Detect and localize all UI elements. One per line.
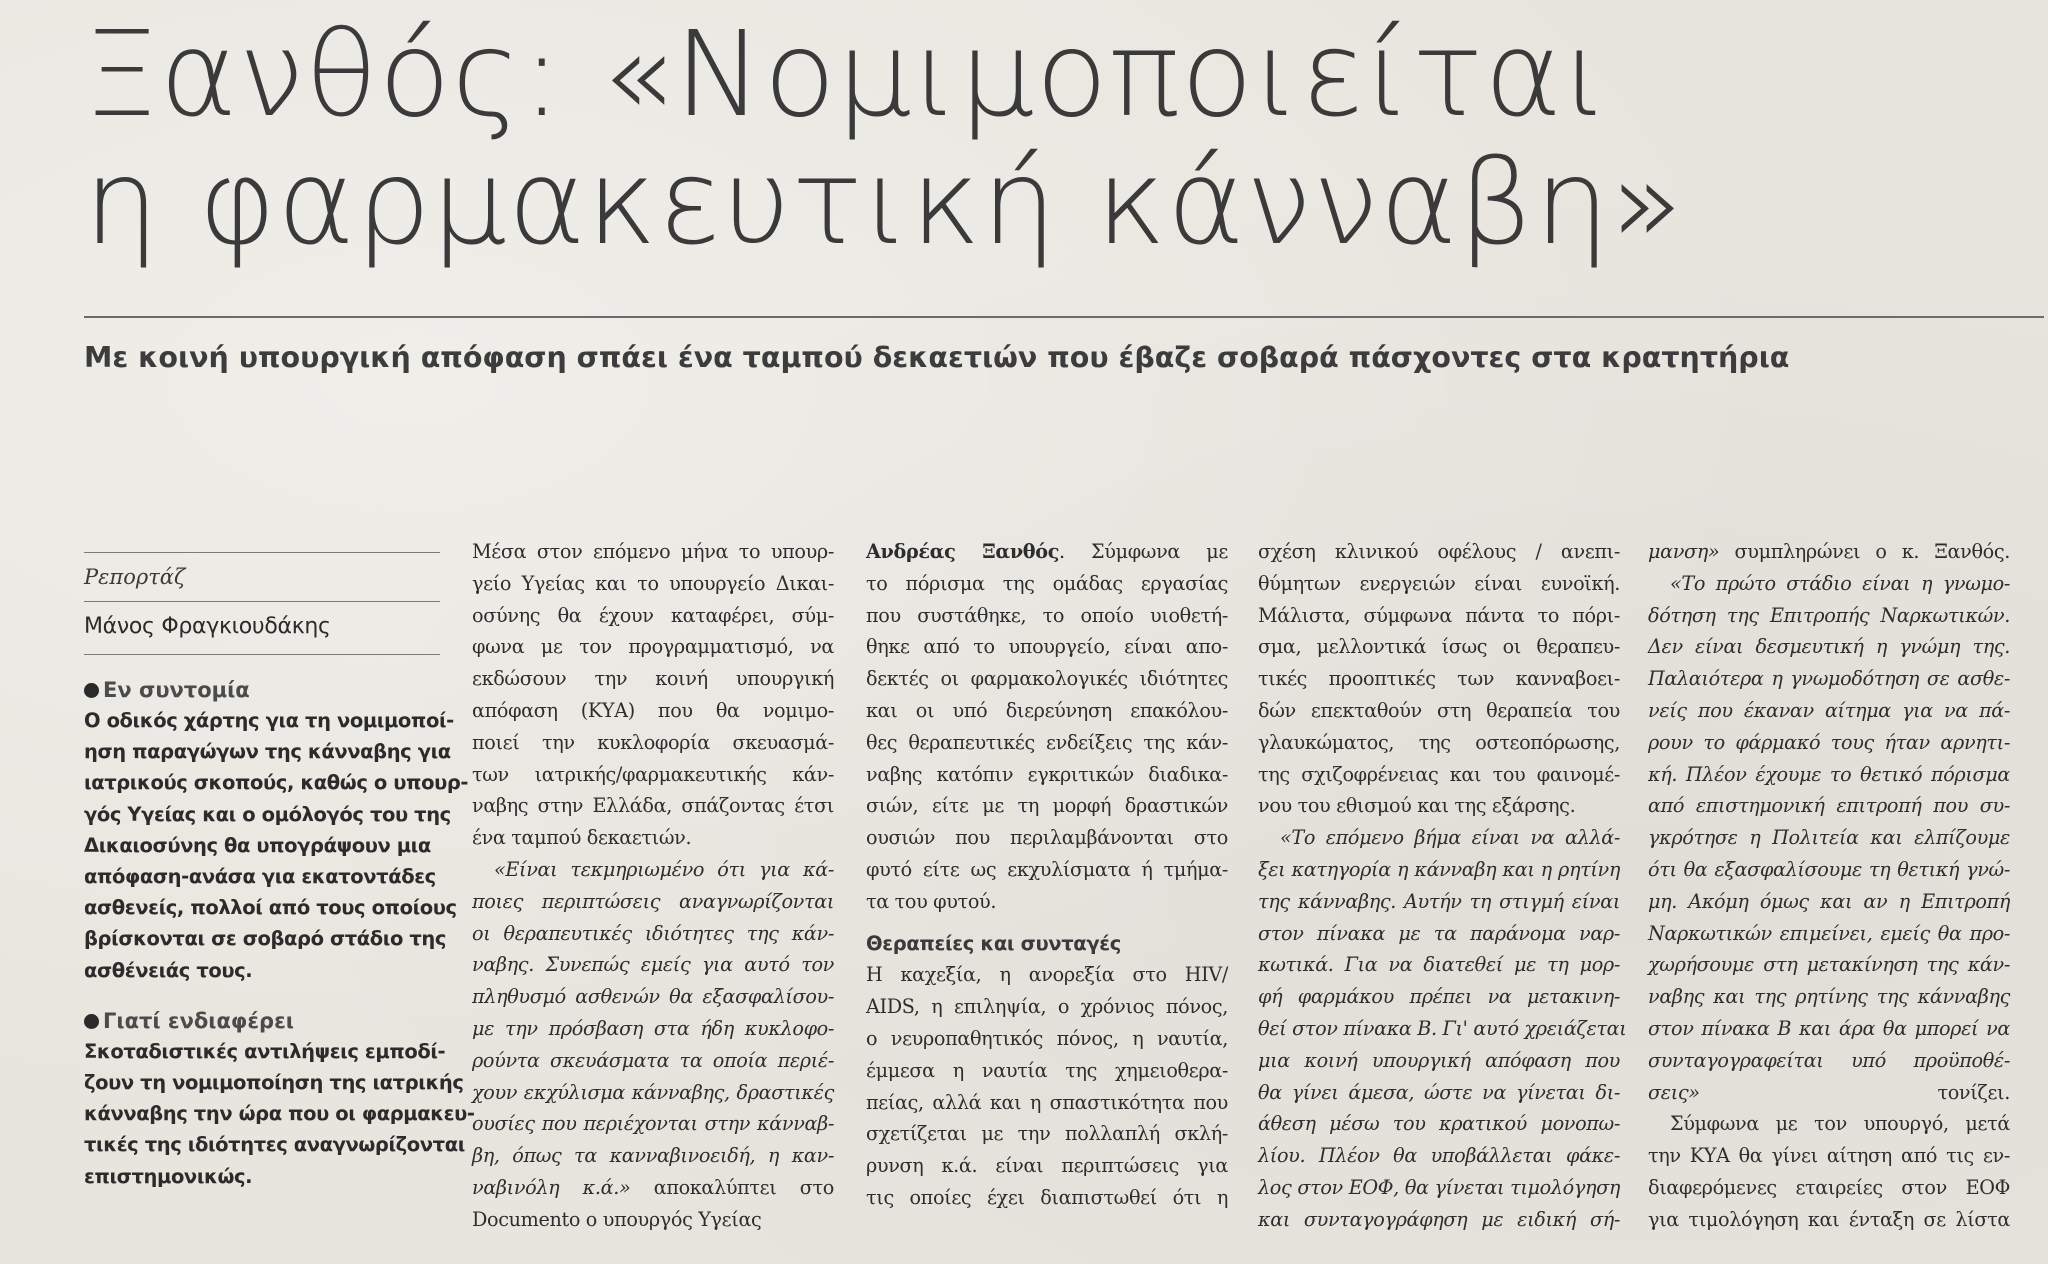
text-line: [1648, 536, 2010, 568]
text-line: «Το πρώτο στάδιο είναι η γνωμο-: [1670, 571, 2010, 595]
text-line: [866, 536, 1228, 568]
summary-box-text: [84, 705, 469, 986]
headline-divider: [84, 316, 2044, 318]
text-line: πείας, αλλά και η σπαστικότητα που: [866, 1090, 1228, 1114]
text-run: . Σύμφωνα με: [1059, 540, 1228, 563]
paragraph: [1648, 1108, 2010, 1235]
text-line: ναβης κατόπιν εγκριτικών διαδικα-: [866, 762, 1228, 786]
text-line: ναβης. Συνεπώς εμείς για αυτό τον: [472, 953, 834, 977]
text-line: ότι θα εξασφαλίσουμε τη θετική γνώ-: [1648, 857, 2010, 881]
quote-end: ναβινόλη κ.ά.»: [472, 1175, 631, 1199]
text-line: Παλαιότερα η γνωμοδότηση σε ασθε-: [1648, 667, 2010, 691]
text-line: κή. Πλέον έχουμε το θετικό πόρισμα: [1648, 762, 2010, 786]
summary-box-title-text: Εν συντομία: [103, 678, 250, 702]
text-line: την ΚΥΑ θα γίνει αίτηση από τις εν-: [1648, 1144, 2010, 1168]
text-line: ρουν το φάρμακό τους ήταν αρνητι-: [1648, 730, 2010, 754]
text-line: ιατρικούς σκοπούς, καθώς ο υπουρ-: [84, 771, 469, 795]
text-line: φυτό είτε ως εκχυλίσματα ή τμήμα-: [866, 857, 1228, 881]
text-line: ξει κατηγορία η κάνναβη και η ρητίνη: [1258, 857, 1620, 881]
article-column-3: [1258, 536, 1627, 1236]
text-line: λος στον ΕΟΦ, θα γίνεται τιμολόγηση: [1258, 1175, 1620, 1199]
text-line: εκδώσουν την κοινή υπουργική: [472, 667, 834, 691]
text-line: λίου. Πλέον θα υποβάλλεται φάκε-: [1258, 1144, 1620, 1168]
text-line: «Το επόμενο βήμα είναι να αλλά-: [1280, 826, 1620, 850]
text-line: ηση παραγώγων της κάνναβης για: [84, 740, 451, 764]
text-line: της σχιζοφρένειας και του φαινομέ-: [1258, 762, 1620, 786]
text-line: της κάνναβης. Αυτήν τη στιγμή είναι: [1258, 889, 1620, 913]
text-line: δεκτές οι φαρμακολογικές ιδιότητες: [866, 667, 1228, 691]
text-line: ο νευροπαθητικός πόνος, η ναυτία,: [866, 1026, 1228, 1050]
text-line: και συνταγογράφηση με ειδική σή-: [1258, 1207, 1620, 1231]
bullet-icon: [84, 683, 99, 698]
text-line: ποιες περιπτώσεις αναγνωρίζονται: [472, 889, 834, 913]
bullet-icon: [84, 1014, 99, 1029]
headline: [84, 5, 1784, 271]
text-line: Δεν είναι δεσμευτική η γνώμη της.: [1648, 635, 2010, 659]
text-line: ναβης στην Ελλάδα, σπάζοντας έτσι: [472, 794, 834, 818]
text-line: απόφαση (ΚΥΑ) που θα νομιμο-: [472, 698, 834, 722]
paragraph: [472, 536, 834, 854]
text-line: θεί στον πίνακα Β. Γι' αυτό χρειάζεται: [1258, 1016, 1627, 1040]
text-line: ζουν τη νομιμοποίηση της ιατρικής: [84, 1071, 464, 1095]
text-line: θα γίνει άμεσα, ώστε να γίνεται δι-: [1258, 1080, 1620, 1104]
text-line: σιών, είτε με τη μορφή δραστικών: [866, 794, 1228, 818]
sidebar: [84, 552, 475, 1192]
minister-name: Ανδρέας Ξανθός: [866, 540, 1060, 563]
text-line: άθεση μέσω του κρατικού μονοπω-: [1258, 1112, 1620, 1136]
why-it-matters-title: [84, 1006, 440, 1036]
text-line: γκρότησε η Πολιτεία και ελπίζουμε: [1648, 826, 2010, 850]
text-line: βρίσκονται σε σοβαρό στάδιο της: [84, 927, 447, 951]
text-line: δότηση της Επιτροπής Ναρκωτικών.: [1648, 603, 2010, 627]
author-byline: Μάνος Φραγκιουδάκης: [84, 614, 331, 639]
text-line: [1648, 1077, 2010, 1109]
text-line: τις οποίες έχει διαπιστωθεί ότι η: [866, 1185, 1228, 1209]
text-line: με την πρόσβαση στα ήδη κυκλοφο-: [472, 1016, 834, 1040]
quote-paragraph: [1258, 822, 1627, 1235]
text-line: ποιεί την κυκλοφορία σκευασμά-: [472, 730, 834, 754]
text-line: Σύμφωνα με τον υπουργό, μετά: [1670, 1112, 2010, 1136]
section-label: Ρεπορτάζ: [84, 565, 186, 589]
text-line: Μάλιστα, σύμφωνα πάντα το πόρι-: [1258, 603, 1620, 627]
text-line: το πόρισμα της ομάδας εργασίας: [866, 571, 1228, 595]
text-line: πληθυσμό ασθενών θα εξασφαλίσου-: [472, 985, 834, 1009]
text-line: ένα ταμπού δεκαετιών.: [472, 826, 692, 850]
article-column-4: [1648, 536, 2010, 1236]
text-run: συμπληρώνει ο κ. Ξανθός.: [1719, 540, 2010, 563]
paragraph: [866, 568, 1228, 918]
paragraph: [866, 959, 1228, 1213]
text-line: στον πίνακα με τα παράνομα ναρ-: [1258, 921, 1620, 945]
article-column-1: [472, 536, 834, 1236]
sidebar-divider: [84, 654, 440, 655]
text-line: χουν εκχύλισμα κάνναβης, δραστικές: [472, 1080, 834, 1104]
paragraph: [1258, 536, 1620, 822]
text-line: [472, 1172, 834, 1204]
text-line: Μέσα στον επόμενο μήνα το υπουρ-: [472, 540, 834, 563]
text-line: Σκοταδιστικές αντιλήψεις εμποδί-: [84, 1039, 446, 1063]
text-line: μη. Ακόμη όμως και αν η Επιτροπή: [1648, 889, 2010, 913]
text-line: θες θεραπευτικές ενδείξεις της κάν-: [866, 730, 1228, 754]
headline-line-1: Ξανθός: «Νομιμοποιείται: [84, 5, 1610, 143]
article-column-2: [866, 536, 1228, 1214]
quote-paragraph: [472, 854, 834, 1172]
bleed-through-text: [40, 410, 440, 570]
text-line: συνταγογραφείται υπό προϋποθέ-: [1648, 1048, 2010, 1072]
attribution: αποκαλύπτει στο: [630, 1175, 834, 1199]
why-it-matters-text: [84, 1036, 475, 1192]
text-line: επιστημονικώς.: [84, 1164, 253, 1188]
text-line: κάνναβης την ώρα που οι φαρμακευ-: [84, 1102, 475, 1126]
text-line: στον πίνακα Β και άρα θα μπορεί να: [1648, 1016, 2010, 1040]
text-line: AIDS, η επιληψία, ο χρόνιος πόνος,: [866, 995, 1228, 1019]
text-line: Δικαιοσύνης θα υπογράψουν μια: [84, 833, 431, 857]
text-line: ναβης και της ρητίνης της κάνναβης: [1648, 985, 2010, 1009]
text-line: απόφαση-ανάσα για εκατοντάδες: [84, 865, 436, 889]
text-line: γός Υγείας και ο ομόλογός του της: [84, 802, 451, 826]
text-line: Ναρκωτικών επιμείνει, εμείς θα προ-: [1648, 921, 2010, 945]
text-line: νου του εθισμού και της εξάρσης.: [1258, 794, 1576, 818]
summary-box-title: [84, 675, 440, 705]
text-line: γείο Υγείας και το υπουργείο Δικαι-: [472, 571, 834, 595]
text-line: ουσίες που περιέχονται στην κάνναβ-: [472, 1112, 834, 1136]
text-line: ασθενείς, πολλοί από τους οποίους: [84, 896, 457, 920]
text-line: μια κοινή υπουργική απόφαση που: [1258, 1048, 1620, 1072]
text-line: δών επεκταθούν στη θεραπεία του: [1258, 698, 1620, 722]
subtitle: Με κοινή υπουργική απόφαση σπάει ένα ταμπού δεκαετιών που έβαζε σοβαρά πάσχοντες στα κρατητήρια: [84, 341, 1790, 374]
quote-end: μανση»: [1648, 540, 1720, 563]
text-line: Η καχεξία, η ανορεξία στο HIV/: [866, 963, 1228, 987]
text-line: τικές της ιδιότητες αναγνωρίζονται: [84, 1133, 465, 1157]
text-line: φωνα με τον προγραμματισμό, να: [472, 635, 834, 659]
text-line: που συστάθηκε, το οποίο υιοθετή-: [866, 603, 1228, 627]
text-line: γλαυκώματος, της οστεοπόρωσης,: [1258, 730, 1620, 754]
text-line: ουσιών που περιλαμβάνονται στο: [866, 826, 1228, 850]
text-line: θύμητων ενεργειών είναι ευνοϊκή.: [1258, 571, 1620, 595]
why-it-matters-title-text: Γιατί ενδιαφέρει: [103, 1008, 294, 1033]
text-line: σχέση κλινικού οφέλους / ανεπι-: [1258, 540, 1620, 563]
text-line: διαφερόμενες εταιρείες στον ΕΟΦ: [1648, 1175, 2010, 1199]
text-line: οι θεραπευτικές ιδιότητες της κάν-: [472, 921, 834, 945]
text-line: κωτικά. Για να διατεθεί με τη μορ-: [1258, 953, 1620, 977]
quote-paragraph: [1648, 568, 2010, 1077]
text-line: Ο οδικός χάρτης για τη νομιμοποί-: [84, 709, 454, 732]
text-line: θηκε από το υπουργείο, είναι απο-: [866, 635, 1228, 659]
text-line: τικές προοπτικές των κανναβοει-: [1258, 667, 1620, 691]
text-line: για τιμολόγηση και ένταξη σε λίστα: [1648, 1207, 2010, 1231]
text-line: και οι υπό διερεύνηση επακόλου-: [866, 698, 1228, 722]
text-line: Documento ο υπουργός Υγείας: [472, 1207, 762, 1231]
text-line: νείς που έκαναν αίτημα για να πά-: [1648, 698, 2010, 722]
text-line: σχετίζεται με την πολλαπλή σκλή-: [866, 1122, 1228, 1146]
text-line: βη, όπως τα κανναβινοειδή, η καν-: [472, 1144, 834, 1168]
text-line: χωρήσουμε στη μετακίνηση της κάν-: [1648, 953, 2010, 977]
text-line: ασθένειάς τους.: [84, 958, 253, 982]
text-line: ρυνση κ.ά. είναι περιπτώσεις για: [866, 1154, 1228, 1178]
text-line: φή φαρμάκου πρέπει να μετακινη-: [1258, 985, 1620, 1009]
quote-end: σεις»: [1648, 1080, 1700, 1104]
text-line: των ιατρικής/φαρμακευτικής κάν-: [472, 762, 834, 786]
text-line: από επιστημονική επιτροπή που συ-: [1648, 794, 2010, 818]
text-line: τα του φυτού.: [866, 889, 997, 913]
text-line: έμμεσα η ναυτία της χημειοθερα-: [866, 1058, 1228, 1082]
text-run: τονίζει.: [1699, 1080, 2010, 1104]
text-line: οσύνης θα έχουν καταφέρει, σύμ-: [472, 603, 834, 627]
text-line: «Είναι τεκμηριωμένο ότι για κά-: [494, 857, 834, 881]
text-line: σμα, μελλοντικά ίσως οι θεραπευ-: [1258, 635, 1620, 659]
subheading: Θεραπείες και συνταγές: [866, 931, 1121, 955]
headline-line-2: η φαρμακευτική κάνναβη»: [84, 133, 1684, 271]
text-line: ρούντα σκευάσματα τα οποία περιέ-: [472, 1048, 834, 1072]
